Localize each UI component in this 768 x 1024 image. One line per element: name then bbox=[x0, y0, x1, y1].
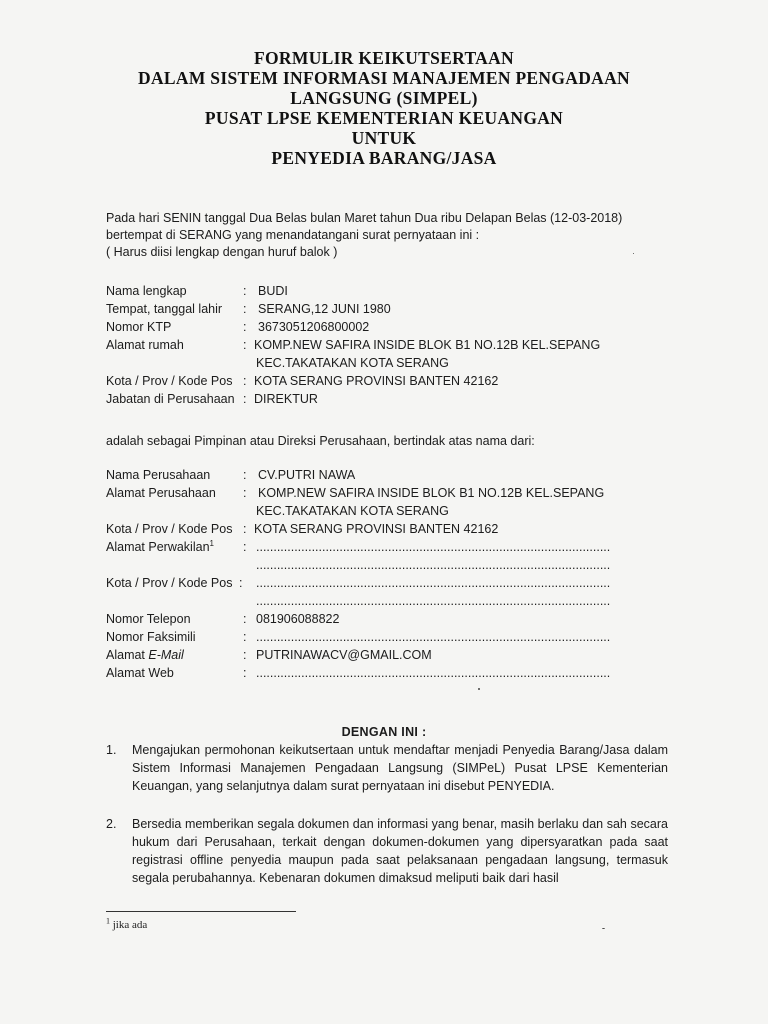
rep-address-label-text: Alamat Perwakilan bbox=[106, 540, 210, 554]
home-city-label: Kota / Prov / Kode Pos bbox=[106, 374, 233, 388]
field-row-rep-address bbox=[106, 538, 686, 556]
scan-speck bbox=[602, 928, 605, 929]
declaration-item-1 bbox=[106, 741, 668, 795]
company-name-value: CV.PUTRI NAWA bbox=[258, 468, 356, 482]
footnote-divider bbox=[106, 911, 296, 912]
field-row-name bbox=[106, 282, 686, 300]
title-line-4: PUSAT LPSE KEMENTERIAN KEUANGAN bbox=[204, 108, 564, 128]
field-row-rep-city-cont bbox=[106, 592, 686, 610]
personal-info bbox=[106, 282, 686, 408]
title-line-2: DALAM SISTEM INFORMASI MANAJEMEN PENGADAAN bbox=[138, 68, 630, 88]
rep-address-blank-2: ...................................................................................................... bbox=[256, 558, 611, 572]
phone-colon: : bbox=[243, 612, 247, 626]
company-address-value-1: KOMP.NEW SAFIRA INSIDE BLOK B1 NO.12B KEL.SEPANG bbox=[258, 486, 605, 500]
intro-line-1: Pada hari SENIN tanggal Dua Belas bulan Maret tahun Dua ribu Delapan Belas (12-03-2018) bbox=[106, 211, 623, 225]
declaration-item-2 bbox=[106, 815, 668, 887]
position-colon: : bbox=[243, 392, 247, 406]
email-label-emph: E-Mail bbox=[148, 648, 184, 662]
field-row-position bbox=[106, 390, 686, 408]
company-city-colon: : bbox=[243, 522, 247, 536]
field-row-city bbox=[106, 372, 686, 390]
company-address-value-2: KEC.TAKATAKAN KOTA SERANG bbox=[256, 504, 449, 518]
name-value: BUDI bbox=[258, 284, 288, 298]
rep-address-footnote-marker: 1 bbox=[209, 538, 214, 548]
email-value: PUTRINAWACV@GMAIL.COM bbox=[256, 648, 432, 662]
footnote-marker: 1 bbox=[106, 916, 110, 926]
field-row-web bbox=[106, 664, 686, 682]
email-colon: : bbox=[243, 648, 247, 662]
position-value: DIREKTUR bbox=[254, 392, 318, 406]
rep-address-colon: : bbox=[243, 540, 247, 554]
home-address-value-2: KEC.TAKATAKAN KOTA SERANG bbox=[256, 356, 449, 370]
rep-city-blank-2: ...................................................................................................... bbox=[256, 594, 611, 608]
field-row-address bbox=[106, 336, 686, 354]
company-address-label: Alamat Perusahaan bbox=[106, 486, 216, 500]
company-name-label: Nama Perusahaan bbox=[106, 468, 211, 482]
company-city-value: KOTA SERANG PROVINSI BANTEN 42162 bbox=[254, 522, 499, 536]
ktp-value: 3673051206800002 bbox=[258, 320, 370, 334]
list-item-text: Mengajukan permohonan keikutsertaan untuk mendaftar menjadi Penyedia Barang/Jasa dalam Sistem Informasi Manajemen Pengadaan Langsung (SIMPeL) Pusat LPSE Kementerian Keuangan, yang selanjutnya dalam surat pernyataan ini disebut PENYEDIA. bbox=[132, 743, 668, 793]
title-line-1: FORMULIR KEIKUTSERTAAN bbox=[254, 48, 514, 68]
ktp-label: Nomor KTP bbox=[106, 320, 172, 334]
scan-speck bbox=[633, 253, 634, 254]
phone-value: 081906088822 bbox=[256, 612, 340, 626]
web-blank: ...................................................................................................... bbox=[256, 666, 611, 680]
list-item-number: 1. bbox=[106, 743, 117, 757]
birth-value: SERANG,12 JUNI 1980 bbox=[258, 302, 391, 316]
rep-address-label bbox=[106, 538, 214, 556]
home-city-value: KOTA SERANG PROVINSI BANTEN 42162 bbox=[254, 374, 499, 388]
rep-city-label: Kota / Prov / Kode Pos bbox=[106, 576, 233, 590]
statement-text: adalah sebagai Pimpinan atau Direksi Perusahaan, bertindak atas nama dari: bbox=[106, 434, 535, 448]
company-address-colon: : bbox=[243, 486, 247, 500]
scan-speck bbox=[478, 688, 480, 690]
footnote bbox=[106, 918, 147, 932]
intro-line-3: ( Harus diisi lengkap dengan huruf balok ) bbox=[106, 245, 338, 259]
name-colon: : bbox=[243, 284, 247, 298]
fax-label: Nomor Faksimili bbox=[106, 630, 196, 644]
list-item-number: 2. bbox=[106, 817, 117, 831]
field-row-ktp bbox=[106, 318, 686, 336]
home-address-value-1: KOMP.NEW SAFIRA INSIDE BLOK B1 NO.12B KEL.SEPANG bbox=[254, 338, 601, 352]
email-label bbox=[106, 646, 184, 664]
intro-line-2: bertempat di SERANG yang menandatangani surat pernyataan ini : bbox=[106, 228, 480, 242]
home-address-label: Alamat rumah bbox=[106, 338, 184, 352]
email-label-prefix: Alamat bbox=[106, 648, 149, 662]
field-row-fax bbox=[106, 628, 686, 646]
field-row-birth bbox=[106, 300, 686, 318]
field-row-rep-address-cont bbox=[106, 556, 686, 574]
title-line-3: LANGSUNG (SIMPEL) bbox=[290, 88, 478, 108]
web-label: Alamat Web bbox=[106, 666, 174, 680]
field-row-address-cont bbox=[106, 354, 686, 372]
home-city-colon: : bbox=[243, 374, 247, 388]
company-city-label: Kota / Prov / Kode Pos bbox=[106, 522, 233, 536]
document-title bbox=[0, 48, 768, 168]
field-row-company-address bbox=[106, 484, 686, 502]
title-line-6: PENYEDIA BARANG/JASA bbox=[271, 148, 497, 168]
fax-colon: : bbox=[243, 630, 247, 644]
rep-city-colon: : bbox=[239, 576, 243, 590]
field-row-company-name bbox=[106, 466, 686, 484]
fax-blank: ...................................................................................................... bbox=[256, 630, 611, 644]
web-colon: : bbox=[243, 666, 247, 680]
company-info bbox=[106, 466, 686, 682]
dengan-ini-heading: DENGAN INI : bbox=[341, 725, 427, 739]
field-row-company-city bbox=[106, 520, 686, 538]
field-row-company-address-cont bbox=[106, 502, 686, 520]
rep-city-blank-1: ...................................................................................................... bbox=[256, 576, 611, 590]
field-row-rep-city bbox=[106, 574, 686, 592]
list-item bbox=[106, 815, 668, 887]
home-address-colon: : bbox=[243, 338, 247, 352]
rep-address-blank-1: ...................................................................................................... bbox=[256, 540, 611, 554]
title-line-5: UNTUK bbox=[351, 128, 417, 148]
name-label: Nama lengkap bbox=[106, 284, 187, 298]
birth-colon: : bbox=[243, 302, 247, 316]
company-name-colon: : bbox=[243, 468, 247, 482]
position-label: Jabatan di Perusahaan bbox=[106, 392, 235, 406]
list-item-text: Bersedia memberikan segala dokumen dan informasi yang benar, masih berlaku dan sah secara hukum dari Perusahaan, terkait dengan dokumen-dokumen yang dipersyaratkan pada saat registrasi offline penyedia maupun pada saat pelaksanaan pengadaan langsung, termasuk segala perubahannya. Kebenaran dokumen dimaksud meliputi baik dari hasil bbox=[132, 817, 668, 885]
intro-paragraph bbox=[106, 210, 706, 261]
footnote-text: jika ada bbox=[112, 919, 148, 931]
phone-label: Nomor Telepon bbox=[106, 612, 191, 626]
field-row-phone bbox=[106, 610, 686, 628]
birth-label: Tempat, tanggal lahir bbox=[106, 302, 223, 316]
ktp-colon: : bbox=[243, 320, 247, 334]
field-row-email bbox=[106, 646, 686, 664]
list-item bbox=[106, 741, 668, 795]
